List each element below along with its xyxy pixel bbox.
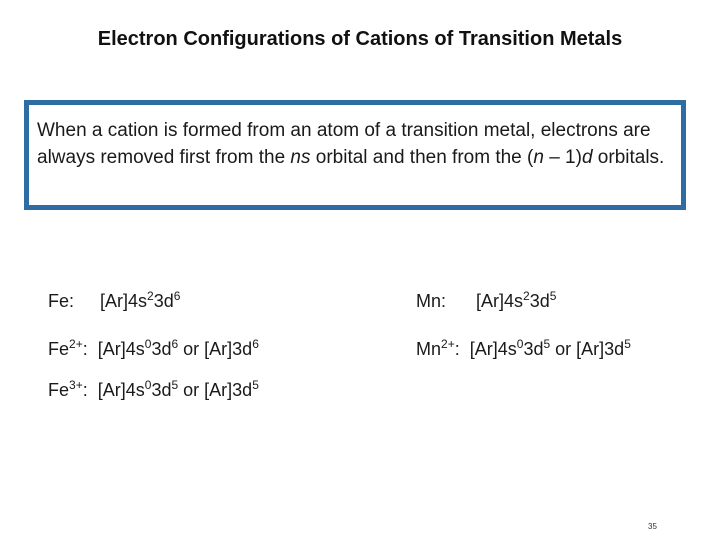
- config-mn: [416, 291, 556, 312]
- config-superscript: 5: [252, 378, 259, 392]
- config-text: or [Ar]3d: [178, 380, 253, 400]
- config-text: [Ar]4s: [97, 380, 145, 400]
- config-charge: 2+: [441, 337, 455, 351]
- config-superscript: 6: [171, 337, 179, 351]
- page-number: 35: [648, 522, 657, 531]
- rule-text: [37, 117, 677, 171]
- rule-text-part: – 1): [543, 147, 582, 168]
- config-text: or [Ar]3d: [550, 339, 625, 359]
- config-text: [Ar]4s: [469, 339, 517, 359]
- config-charge: 2+: [69, 337, 83, 351]
- config-text: [Ar]4s: [476, 291, 524, 311]
- config-text: [Ar]4s: [97, 339, 145, 359]
- config-fe: [48, 291, 180, 312]
- config-label: Mn:: [416, 291, 447, 311]
- config-text: [Ar]4s: [100, 291, 148, 311]
- config-text: 3d: [529, 291, 550, 311]
- config-superscript: 0: [144, 337, 152, 351]
- config-charge: 3+: [69, 378, 83, 392]
- config-text: or [Ar]3d: [178, 339, 253, 359]
- config-superscript: 6: [173, 289, 181, 303]
- config-superscript: 5: [549, 289, 557, 303]
- config-superscript: 6: [252, 337, 259, 351]
- config-text: 3d: [153, 291, 174, 311]
- config-superscript: 2: [147, 289, 154, 303]
- config-superscript: 0: [144, 378, 152, 392]
- rule-ns: ns: [290, 147, 311, 168]
- config-superscript: 5: [543, 337, 551, 351]
- config-symbol: Fe: [48, 339, 70, 359]
- rule-text-part: orbital and then from the (: [310, 147, 534, 168]
- config-colon: :: [82, 380, 88, 400]
- config-superscript: 5: [624, 337, 631, 351]
- slide-title: Electron Configurations of Cations of Transition Metals: [97, 28, 623, 50]
- config-fe3: [48, 380, 259, 401]
- config-colon: :: [454, 339, 460, 359]
- config-colon: :: [82, 339, 88, 359]
- rule-d: d: [581, 147, 593, 168]
- rule-box: [24, 100, 686, 210]
- config-symbol: Mn: [416, 339, 442, 359]
- config-text: 3d: [151, 380, 172, 400]
- config-fe2: [48, 339, 259, 360]
- config-symbol: Fe: [48, 380, 70, 400]
- config-mn2: [416, 339, 631, 360]
- rule-text-part: When a cation is formed from an atom of a transition metal, electrons are always removed first from the: [37, 120, 651, 168]
- config-superscript: 0: [516, 337, 524, 351]
- config-superscript: 5: [171, 378, 179, 392]
- config-label: Fe:: [48, 291, 75, 311]
- rule-n: n: [533, 147, 544, 168]
- config-text: 3d: [151, 339, 172, 359]
- config-text: 3d: [523, 339, 544, 359]
- config-superscript: 2: [523, 289, 530, 303]
- rule-text-part: orbitals.: [592, 147, 665, 168]
